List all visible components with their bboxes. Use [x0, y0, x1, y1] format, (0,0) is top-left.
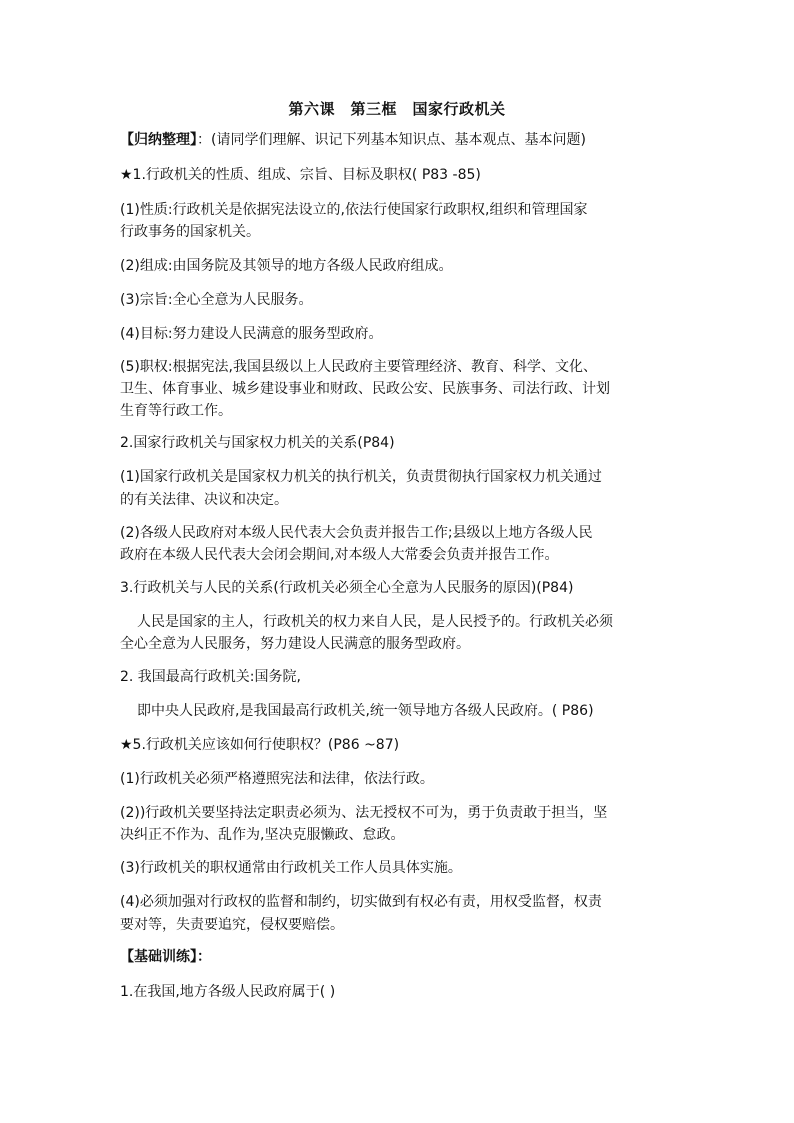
section1-p2: (2)组成:由国务院及其领导的地方各级人民政府组成。 — [120, 258, 453, 274]
section5-p3: (3)行政机关的职权通常由行政机关工作人员具体实施。 — [120, 860, 462, 876]
section2-heading: 2.国家行政机关与国家权力机关的关系(P84) — [120, 435, 395, 451]
summary-line — [120, 129, 680, 152]
section1-p5-line2: 卫生、体育事业、城乡建设事业和财政、民政公安、民族事务、司法行政、计划 — [120, 381, 610, 397]
section1-p1-line1: (1)性质:行政机关是依据宪法设立的,依法行使国家行政职权,组织和管理国家 — [120, 202, 588, 218]
section5-p4-line1: (4)必须加强对行政权的监督和制约，切实做到有权必有责，用权受监督，权责 — [120, 894, 602, 910]
section4-heading: 2. 我国最高行政机关:国务院, — [120, 669, 301, 685]
section1-p5-line1: (5)职权:根据宪法,我国县级以上人民政府主要管理经济、教育、科学、文化、 — [120, 359, 597, 375]
section5-p1: (1)行政机关必须严格遵照宪法和法律，依法行政。 — [120, 771, 434, 787]
section5-heading: ★5.行政机关应该如何行使职权？(P86 ~87) — [120, 737, 400, 753]
section1-p3: (3)宗旨:全心全意为人民服务。 — [120, 292, 313, 308]
training-question-1: 1.在我国,地方各级人民政府属于( ) — [120, 984, 336, 1000]
section5-p4-line2: 要对等，失责要追究，侵权要赔偿。 — [120, 917, 344, 933]
training-colon: ： — [197, 949, 211, 965]
section2-p1-line2: 的有关法律、决议和决定。 — [120, 492, 288, 508]
section2-p1-line1: (1)国家行政机关是国家权力机关的执行机关，负责贯彻执行国家权力机关通过 — [120, 469, 602, 485]
section2-p2-line2: 政府在本级人民代表大会闭会期间,对本级人大常委会负责并报告工作。 — [120, 547, 559, 563]
section5-p2-line1: (2))行政机关要坚持法定职责必须为、法无授权不可为，勇于负责敢于担当，坚 — [120, 805, 608, 821]
section4-p1: 即中央人民政府,是我国最高行政机关,统一领导地方各级人民政府。( P86) — [137, 703, 594, 719]
section1-heading: ★1.行政机关的性质、组成、宗旨、目标及职权( P83 -85) — [120, 167, 481, 183]
section1-p4: (4)目标:努力建设人民满意的服务型政府。 — [120, 326, 383, 342]
page-title: 第六课 第三框 国家行政机关 — [288, 100, 506, 118]
section2-p2-line1: (2)各级人民政府对本级人民代表大会负责并报告工作;县级以上地方各级人民 — [120, 525, 593, 541]
section1-p5-line3: 生育等行政工作。 — [120, 403, 232, 419]
section5-p2-line2: 决纠正不作为、乱作为,坚决克服懒政、怠政。 — [120, 827, 405, 843]
training-heading: 【基础训练】 — [120, 949, 197, 965]
section1-p1-line2: 行政事务的国家机关。 — [120, 224, 260, 240]
summary-heading: 【归纳整理】 — [120, 132, 197, 148]
section3-heading: 3.行政机关与人民的关系(行政机关必须全心全意为人民服务的原因)(P84) — [120, 580, 574, 596]
section3-p1-line2: 全心全意为人民服务，努力建设人民满意的服务型政府。 — [120, 636, 470, 652]
summary-instruction: ：(请同学们理解、识记下列基本知识点、基本观点、基本问题) — [197, 132, 586, 148]
training-line — [120, 946, 680, 969]
section3-p1-line1: 人民是国家的主人，行政机关的权力来自人民，是人民授予的。行政机关必须 — [137, 614, 613, 630]
